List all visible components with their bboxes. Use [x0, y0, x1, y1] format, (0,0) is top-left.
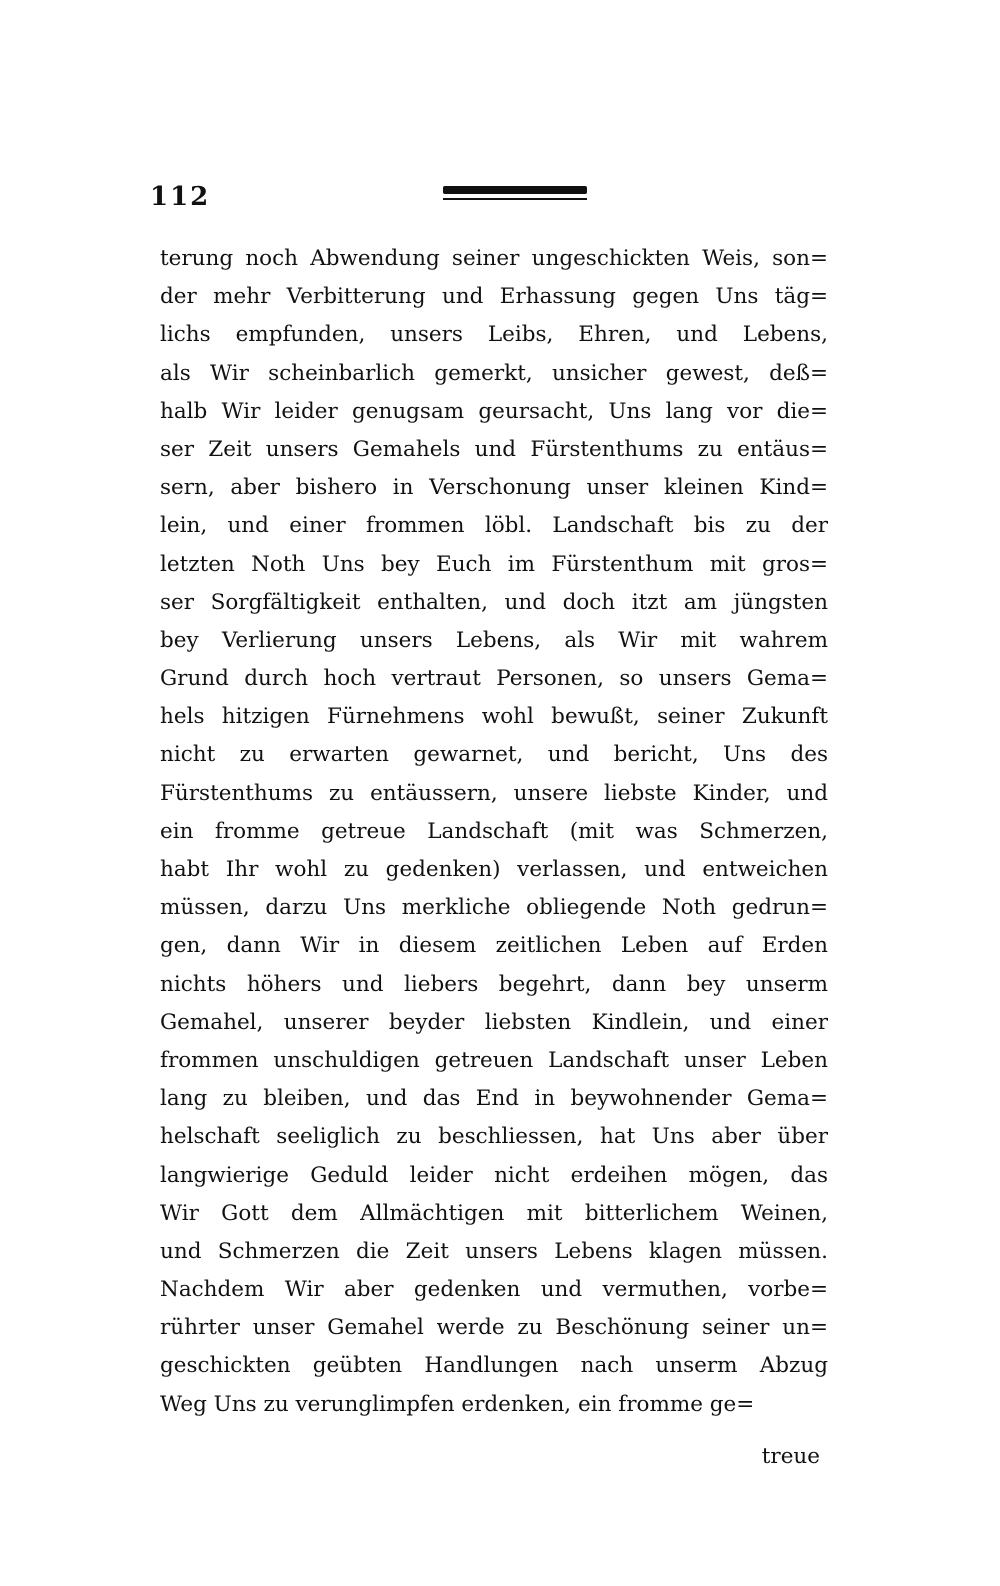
text-line: Fürstenthums zu entäussern, unsere liebste Kinder, und	[160, 780, 828, 806]
text-line: habt Ihr wohl zu gedenken) verlassen, und entweichen	[160, 857, 828, 882]
catchword: treue	[761, 1444, 820, 1469]
text-line: helschaft seeliglich zu beschliessen, hat Uns aber über	[160, 1124, 828, 1150]
text-line: hels hitzigen Fürnehmens wohl bewußt, seiner Zukunft	[160, 704, 828, 730]
text-line: Wir Gott dem Allmächtigen mit bitterlichem Weinen,	[160, 1200, 828, 1226]
text-line: und Schmerzen die Zeit unsers Lebens klagen müssen.	[160, 1238, 828, 1264]
text-line: halb Wir leider genugsam geursacht, Uns lang vor die=	[160, 398, 828, 424]
text-line: Nachdem Wir aber gedenken und vermuthen, vorbe=	[160, 1277, 828, 1303]
header-ornament-thin-rule	[443, 198, 587, 200]
text-line: bey Verlierung unsers Lebens, als Wir mit wahrem	[160, 627, 828, 653]
body-text	[160, 240, 828, 1424]
text-line: langwierige Geduld leider nicht erdeihen mögen, das	[160, 1162, 828, 1188]
text-line: lein, und einer frommen löbl. Landschaft bis zu der	[160, 513, 828, 539]
text-line: Weg Uns zu verunglimpfen erdenken, ein fromme ge=	[160, 1391, 755, 1417]
text-line: sern, aber bishero in Verschonung unser kleinen Kind=	[160, 475, 828, 501]
text-line: als Wir scheinbarlich gemerkt, unsicher gewest, deß=	[160, 360, 828, 386]
page-number: 112	[150, 182, 211, 212]
text-line: letzten Noth Uns bey Euch im Fürstenthum mit gros=	[160, 551, 828, 577]
text-line: müssen, darzu Uns merkliche obliegende Noth gedrun=	[160, 895, 828, 921]
text-line: ser Sorgfältigkeit enthalten, und doch itzt am jüngsten	[160, 589, 828, 615]
text-line: der mehr Verbitterung und Erhassung gegen Uns täg=	[160, 284, 828, 310]
text-line: rührter unser Gemahel werde zu Beschönung seiner un=	[160, 1315, 828, 1341]
header-ornament-rule	[443, 186, 587, 194]
text-line: ein fromme getreue Landschaft (mit was Schmerzen,	[160, 818, 828, 844]
text-line: ser Zeit unsers Gemahels und Fürstenthums zu entäus=	[160, 436, 828, 462]
text-line: Grund durch hoch vertraut Personen, so unsers Gema=	[160, 666, 828, 692]
text-line: lichs empfunden, unsers Leibs, Ehren, und Lebens,	[160, 322, 828, 348]
text-line: terung noch Abwendung seiner ungeschickten Weis, son=	[160, 246, 828, 271]
text-line: nichts höhers und liebers begehrt, dann bey unserm	[160, 971, 828, 997]
text-line: nicht zu erwarten gewarnet, und bericht, Uns des	[160, 742, 828, 768]
text-line: lang zu bleiben, und das End in beywohnender Gema=	[160, 1086, 828, 1112]
text-line: Gemahel, unserer beyder liebsten Kindlein, und einer	[160, 1009, 828, 1035]
text-line: gen, dann Wir in diesem zeitlichen Leben auf Erden	[160, 933, 828, 959]
text-line: frommen unschuldigen getreuen Landschaft unser Leben	[160, 1047, 828, 1073]
text-line: geschickten geübten Handlungen nach unserm Abzug	[160, 1353, 828, 1379]
